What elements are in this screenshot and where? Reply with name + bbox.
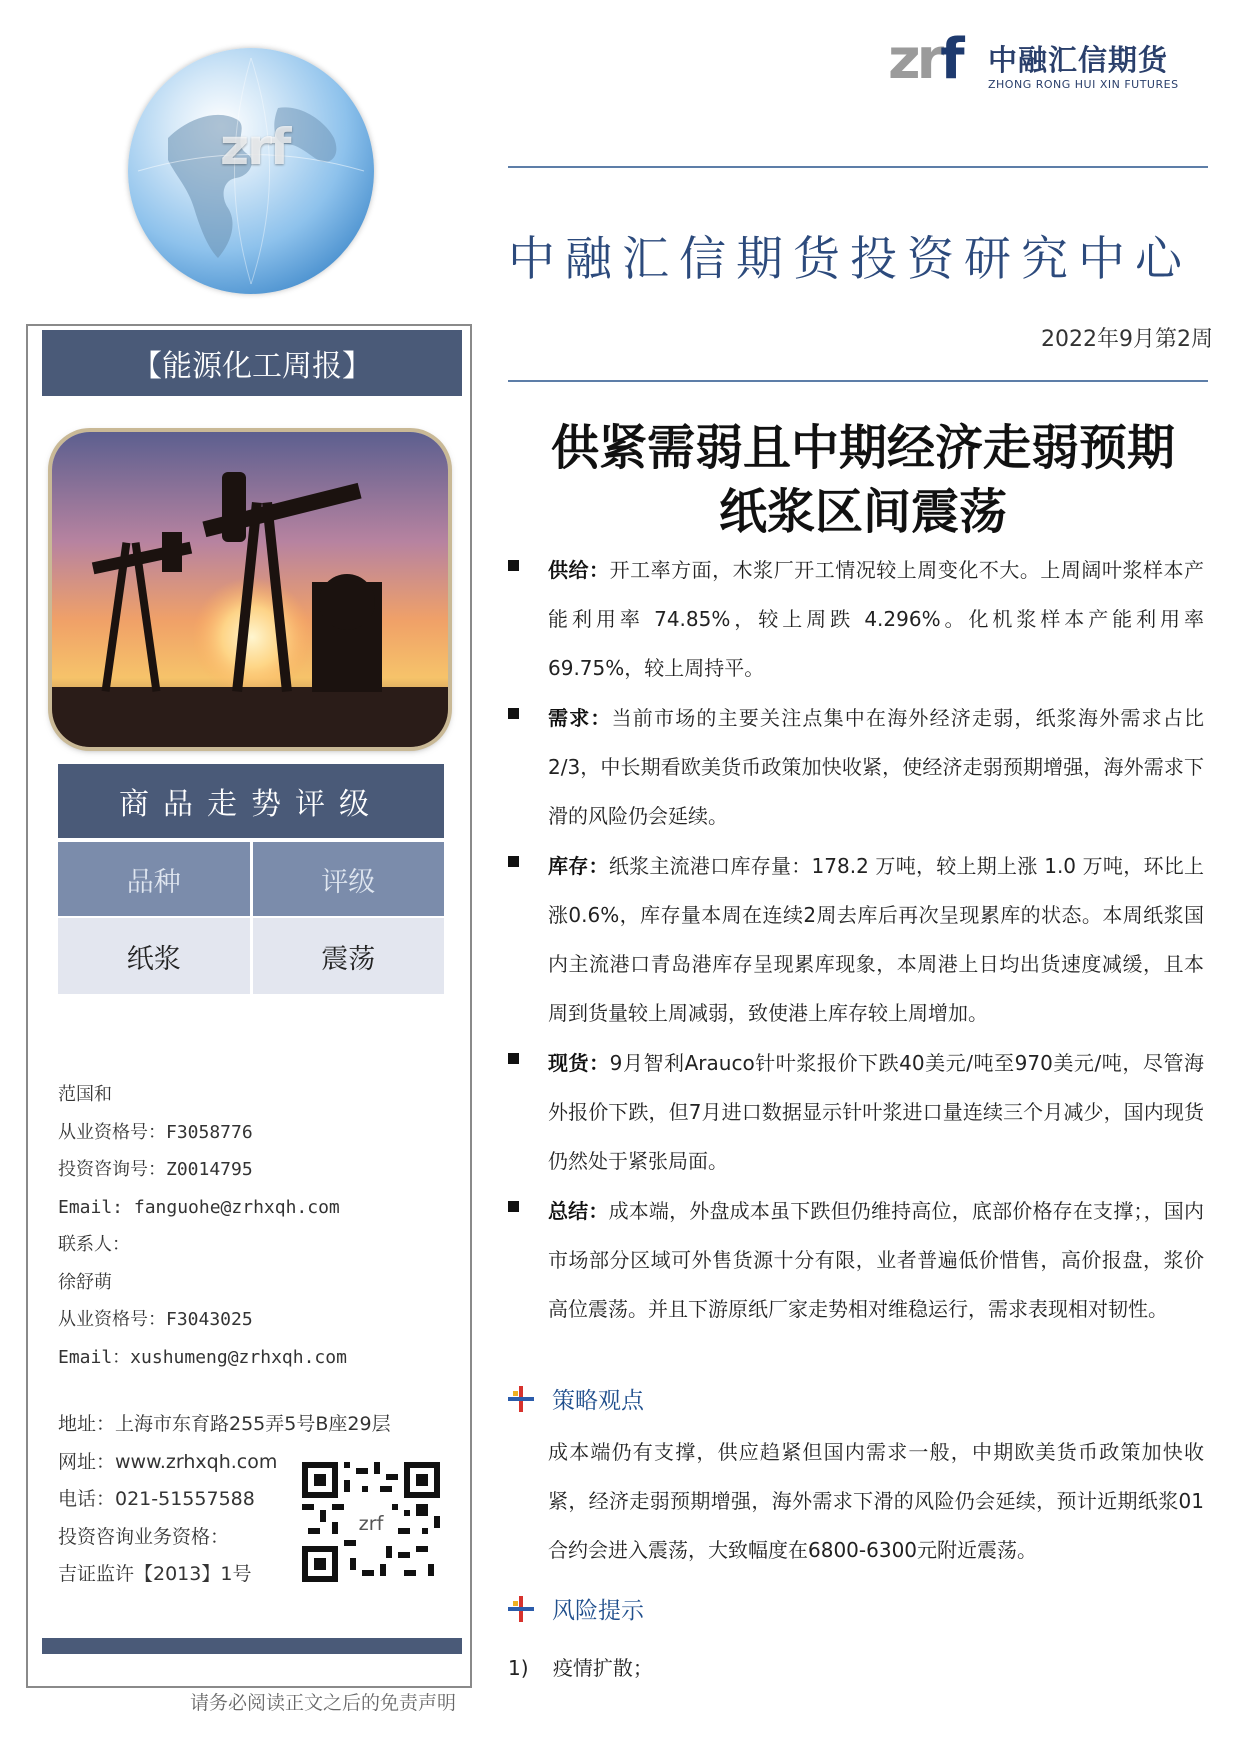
rating-cell-grade: 震荡	[253, 918, 445, 994]
list-item	[508, 1187, 1204, 1334]
bullet-label: 供给：	[548, 558, 610, 582]
rating-table	[58, 842, 444, 994]
list-item	[508, 1039, 1204, 1186]
strategy-heading	[508, 1382, 644, 1415]
research-center-title: 中融汇信期货投资研究中心	[508, 232, 1192, 287]
bullet-square-icon	[508, 1201, 519, 1212]
risk-item-text: 疫情扩散；	[552, 1656, 653, 1680]
analysis-bullets	[508, 546, 1204, 1335]
qr-code-icon[interactable]	[302, 1462, 440, 1582]
header-divider	[508, 380, 1208, 382]
address-line: 地址：上海市东育路255弄5号B座29层	[58, 1413, 391, 1435]
bullet-text: 开工率方面，木浆厂开工情况较上周变化不大。上周阔叶浆样本产能利用率 74.85%，较上周跌 4.296%。化机浆样本产能利用率 69.75%，较上周持平。	[548, 558, 1205, 680]
bullet-text: 纸浆主流港口库存量：178.2 万吨，较上期上涨 1.0 万吨，环比上涨0.6%，库存量本周在连续2周去库后再次呈现累库的状态。本周纸浆国内主流港口青岛港库存呈现累库现象，本周港上日均出货速度减缓，且本周到货量较上周减弱，致使港上库存较上周增加。	[548, 854, 1205, 1025]
contact-line: 投资咨询号：Z0014795	[58, 1159, 253, 1180]
license-number: 吉证监许【2013】1号	[58, 1563, 252, 1585]
bullet-text: 9月智利Arauco针叶浆报价下跌40美元/吨至970美元/吨，尽管海外报价下跌，但7月进口数据显示针叶浆进口量连续三个月减少，国内现货仍然处于紧张局面。	[548, 1051, 1204, 1173]
rating-table-header	[58, 842, 444, 916]
bullet-text: 成本端，外盘成本虽下跌但仍维持高位，底部价格存在支撑；，国内市场部分区域可外售货源十分有限，业者普遍低价惜售，高价报盘，浆价高位震荡。并且下游原纸厂家走势相对维稳运行，需求表现相对韧性。	[548, 1199, 1204, 1321]
bullet-square-icon	[508, 708, 519, 719]
phone-line: 电话：021-51557588	[58, 1488, 255, 1510]
contact-line: 从业资格号：F3058776	[58, 1121, 253, 1143]
risk-list-item	[508, 1652, 653, 1681]
strategy-title: 策略观点	[552, 1388, 644, 1414]
bullet-label: 现货：	[548, 1051, 610, 1075]
bullet-label: 库存：	[548, 854, 609, 878]
bullet-square-icon	[508, 1053, 519, 1064]
logo-cn-name: 中融汇信期货	[988, 43, 1169, 77]
sparkle-cross-icon	[508, 1596, 534, 1622]
table-row	[58, 916, 444, 994]
bullet-square-icon	[508, 560, 519, 571]
report-date: 2022年9月第2周	[1041, 327, 1213, 352]
bullet-label: 总结：	[548, 1199, 609, 1223]
risk-item-number: 1)	[508, 1656, 529, 1680]
globe-logo-mark: zrf	[220, 118, 290, 176]
company-logo	[888, 28, 1178, 94]
strategy-text: 成本端仍有支撑，供应趋紧但国内需求一般，中期欧美货币政策加快收紧，经济走弱预期增强，海外需求下滑的风险仍会延续，预计近期纸浆01合约会进入震荡，大致幅度在6800-6300元附近震荡。	[548, 1440, 1204, 1562]
bullet-label: 需求：	[548, 706, 612, 730]
risk-heading	[508, 1592, 644, 1625]
bullet-square-icon	[508, 856, 519, 867]
website-line[interactable]: 网址：www.zrhxqh.com	[58, 1450, 278, 1473]
top-divider	[508, 166, 1208, 168]
logo-en-name: ZHONG RONG HUI XIN FUTURES	[988, 78, 1179, 91]
rating-banner: 商品走势评级	[58, 764, 444, 838]
contact-line[interactable]: Email: fanguohe@zrhxqh.com	[58, 1196, 340, 1218]
logo-mark: zrf	[888, 27, 961, 92]
rating-cell-variety: 纸浆	[58, 918, 250, 994]
contact-line: 从业资格号：F3043025	[58, 1309, 253, 1330]
svg-text:zrf: zrf	[358, 1511, 384, 1535]
headline-line-2: 纸浆区间震荡	[718, 484, 1007, 540]
contact-line: 徐舒萌	[58, 1271, 112, 1293]
disclaimer-note: 请务必阅读正文之后的免责声明	[190, 1692, 457, 1714]
headline	[508, 416, 1218, 544]
list-item	[508, 546, 1204, 693]
list-item	[508, 842, 1204, 1038]
sparkle-cross-icon	[508, 1386, 534, 1412]
contact-line: 联系人：	[58, 1234, 130, 1255]
contact-line[interactable]: Email：xushumeng@zrhxqh.com	[58, 1346, 347, 1368]
rating-header-grade: 评级	[253, 842, 445, 916]
list-item	[508, 694, 1204, 841]
sidebar-footer-bar	[42, 1638, 462, 1654]
oil-pump-photo	[52, 432, 448, 747]
headline-line-1: 供紧需弱且中期经济走弱预期	[550, 420, 1175, 476]
rating-header-variety: 品种	[58, 842, 250, 916]
bullet-text: 当前市场的主要关注点集中在海外经济走弱，纸浆海外需求占比2/3，中长期看欧美货币政策加快收紧，使经济走弱预期增强，海外需求下滑的风险仍会延续。	[548, 706, 1205, 828]
report-type-banner: 【能源化工周报】	[42, 330, 462, 396]
contact-line: 范国和	[58, 1084, 112, 1105]
license-label: 投资咨询业务资格：	[58, 1525, 230, 1548]
globe-image	[128, 48, 374, 294]
risk-title: 风险提示	[552, 1598, 644, 1624]
analyst-contacts	[58, 1076, 347, 1376]
